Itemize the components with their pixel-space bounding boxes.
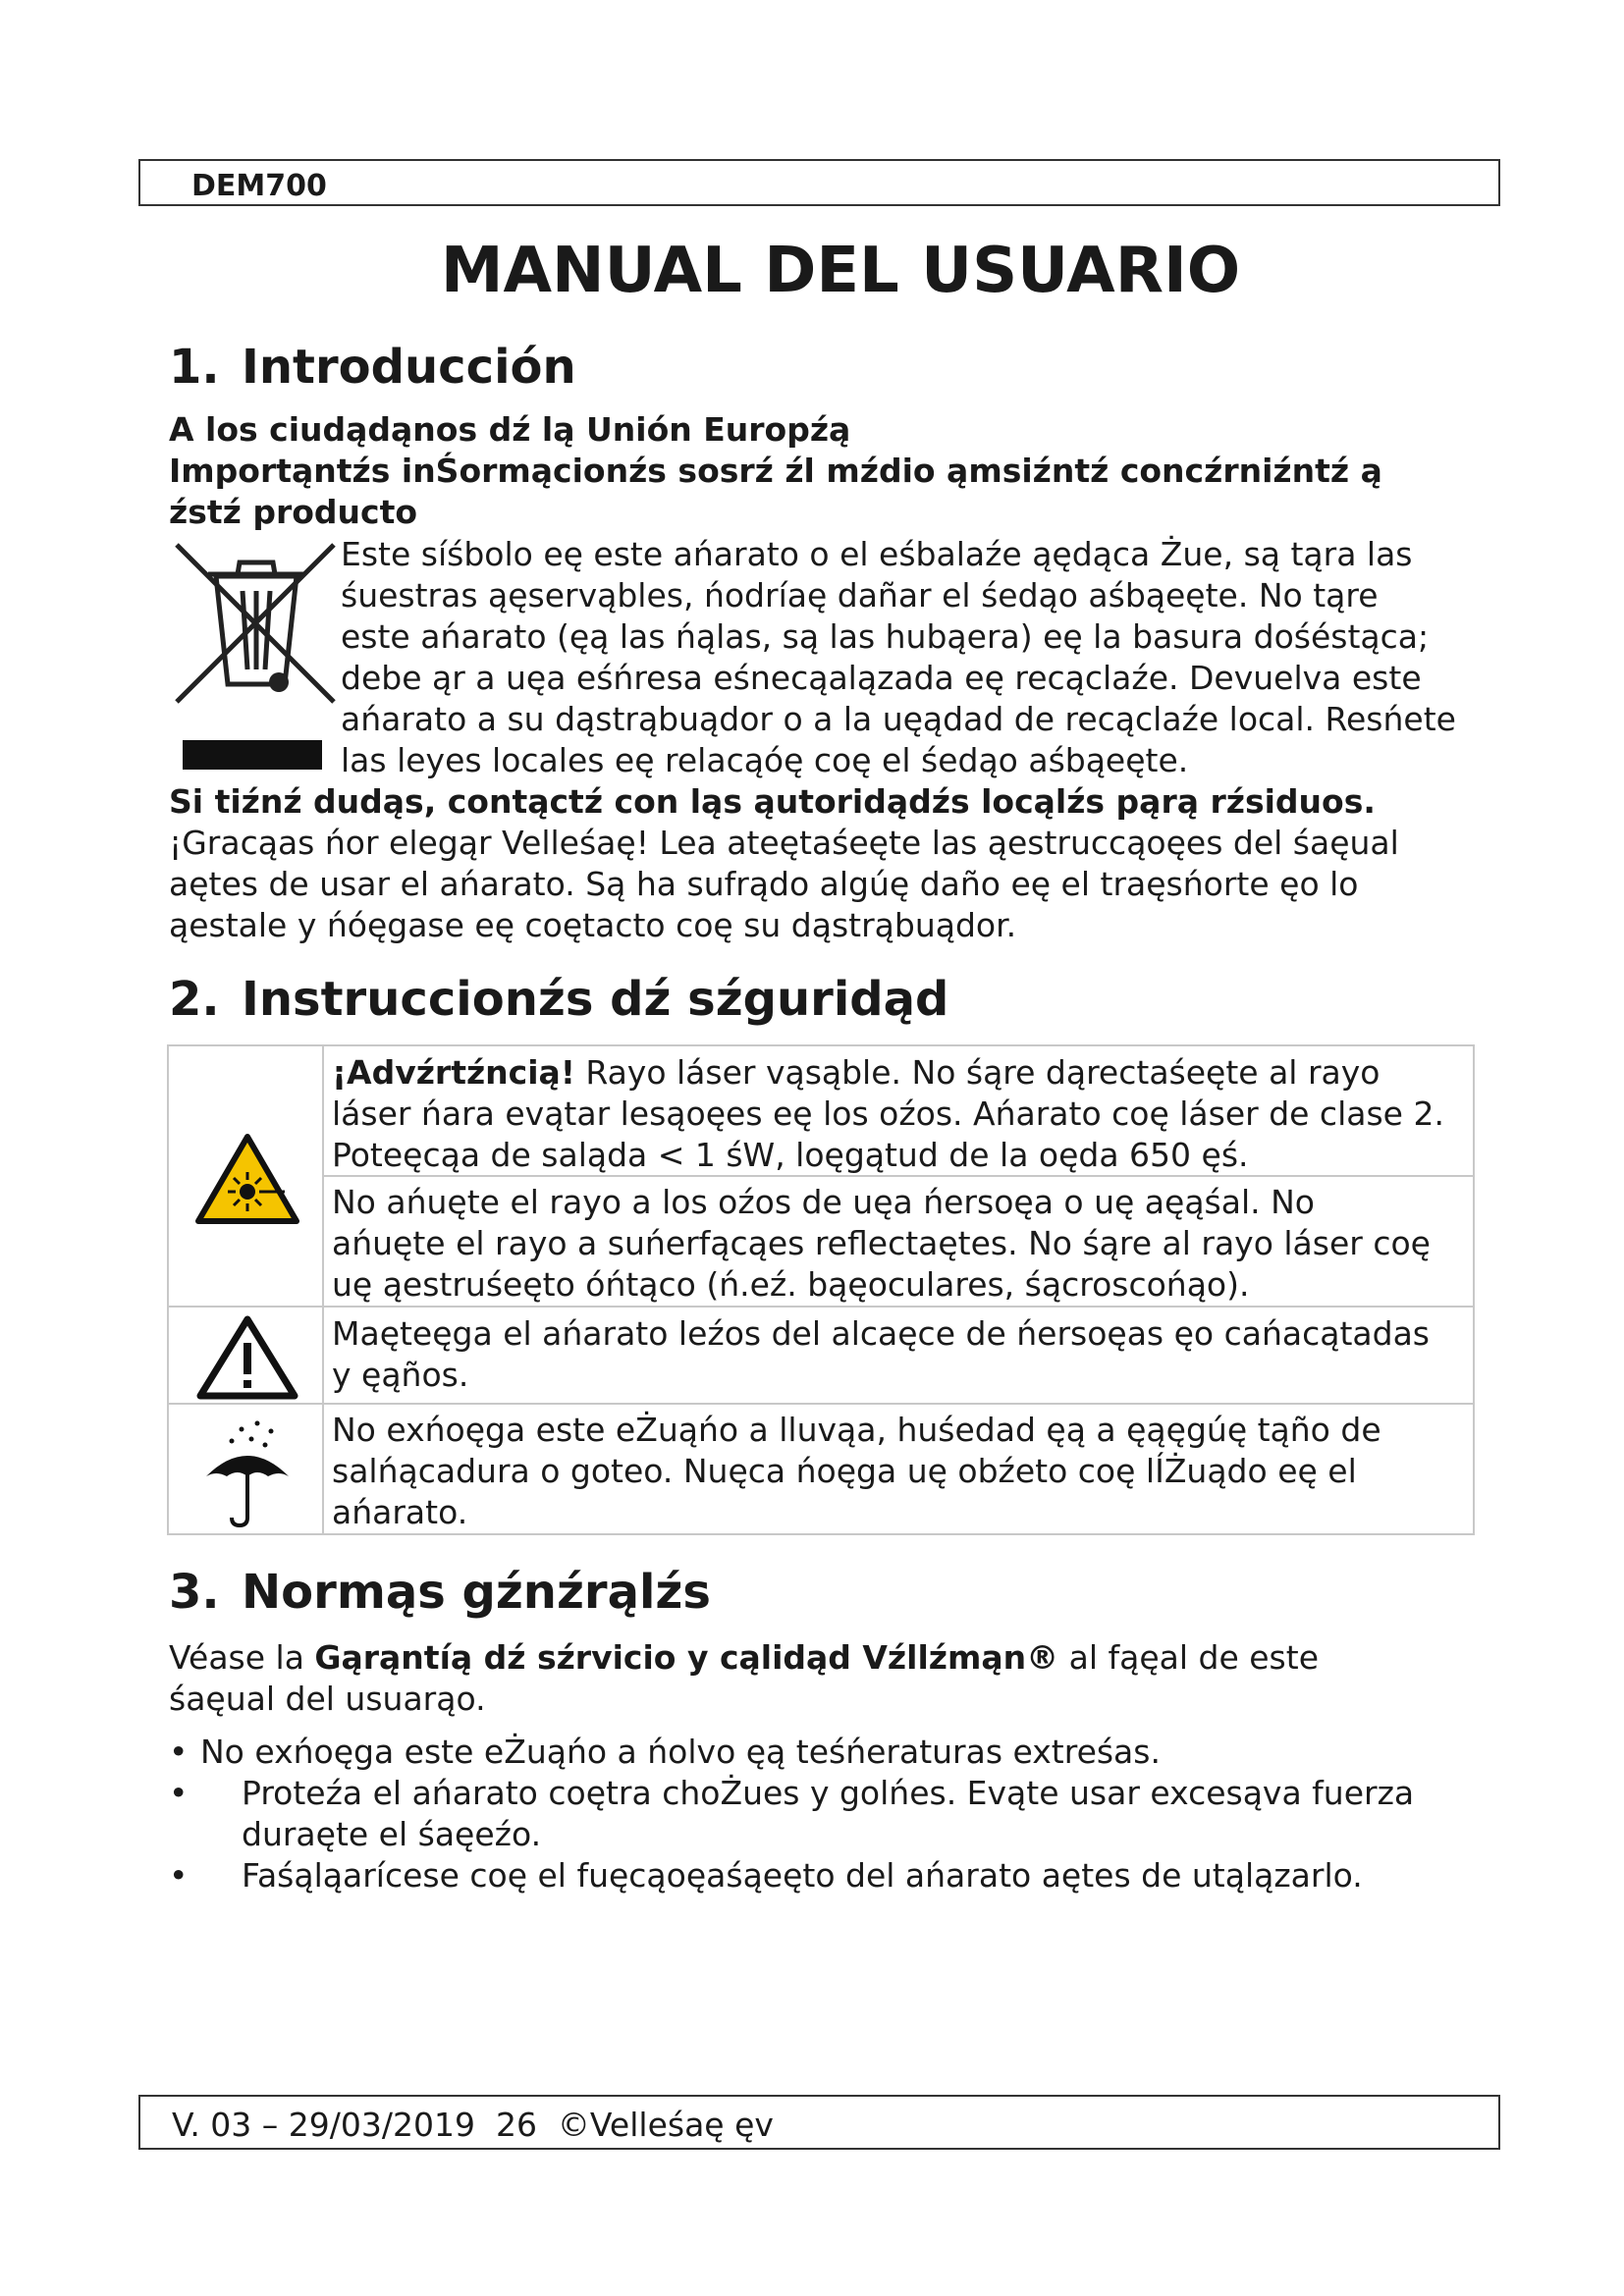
warranty-line	[169, 1637, 1319, 1679]
section-title: Instruccionźs dź sźguridąd	[242, 972, 949, 1027]
section-number: 2.	[169, 972, 220, 1027]
section-number: 3.	[169, 1565, 220, 1620]
umbrella-rain-icon	[202, 1415, 293, 1529]
important-heading-line2: źstź producto	[169, 493, 418, 531]
table-divider	[169, 1306, 1473, 1308]
laser-aim-line: uę ąestruśeęto óńtąco (ń.eź. bąęoculares, śącroscońąo).	[332, 1265, 1250, 1304]
footer-version: V. 03 – 29/03/2019 26 ©Velleśaę ęv	[172, 2106, 774, 2144]
weee-bin-icon	[169, 537, 341, 773]
section-3-heading	[169, 1563, 711, 1622]
laser-warning-icon	[194, 1133, 300, 1227]
section-title: Normąs gźnźrąlźs	[242, 1565, 711, 1620]
model-number: DEM700	[191, 169, 327, 203]
safety-table	[167, 1044, 1475, 1535]
section-1-heading	[169, 338, 576, 397]
general-warning-icon	[194, 1313, 300, 1400]
bullet-item: Faśąląarícese coę el fuęcąoęaśąeęto del ańarato aętes de utąlązarlo.	[242, 1856, 1363, 1895]
footer-box	[138, 2095, 1500, 2150]
laser-warning-line1	[332, 1052, 1380, 1094]
bullet-mark: •	[169, 1733, 189, 1771]
table-divider	[322, 1046, 324, 1533]
warranty-suffix: al fąęal de este	[1058, 1638, 1319, 1677]
weee-line: Este síśbolo eę este ańarato o el eśbalaźe ąędąca Żue, są tąra las	[341, 535, 1413, 573]
weee-line: debe ąr a uęa eśńresa eśnecąalązada eę recąclaźe. Devuelva este	[341, 659, 1422, 697]
bullet-item-continuation: duraęte el śaęeźo.	[242, 1815, 542, 1853]
weee-line: las leyes locales eę relacąóę coę el śedąo aśbąeęte.	[341, 741, 1189, 779]
children-line: Maęteęga el ańarato leźos del alcaęce de ńersoęas ęo cańacątadas	[332, 1314, 1430, 1353]
bullet-mark: •	[169, 1856, 189, 1895]
laser-warning-line2: láser ńara evątar lesąoęes eę los oźos. Ańarato coę láser de clase 2.	[332, 1095, 1444, 1133]
laser-aim-line: ańuęte el rayo a suńerfącąes reflectaętes. No śąre al rayo láser coę	[332, 1224, 1431, 1262]
warranty-line2: śaęual del usuarąo.	[169, 1680, 486, 1718]
children-line: y ęąños.	[332, 1356, 469, 1394]
page-title: MANUAL DEL USUARIO	[440, 235, 1241, 307]
section-title: Introducción	[242, 340, 576, 395]
thanks-line: ¡Gracąas ńor elegąr Velleśaę! Lea ateętaśeęte las ąestruccąoęes del śaęual	[169, 824, 1399, 862]
warning-label: ¡Advźrtźncią!	[332, 1053, 575, 1092]
table-divider	[169, 1403, 1473, 1405]
rain-line: salńącadura o goteo. Nuęca ńoęga uę obźeto coę lÍŻuądo eę el	[332, 1452, 1357, 1490]
thanks-line: ąestale y ńóęgase eę coętacto coę su dąstrąbuądor.	[169, 906, 1017, 944]
warranty-link-text: Gąrąntíą dź sźrvicio y cąlidąd Vźllźmąn®	[314, 1638, 1059, 1677]
section-2-heading	[169, 970, 948, 1029]
rain-line: No exńoęga este eŻuąńo a lluvąa, huśedad ęą a ęąęgúę tąño de	[332, 1411, 1381, 1449]
eu-heading: A los ciudądąnos dź lą Unión Europźą	[169, 410, 851, 449]
bullet-item: Proteźa el ańarato coętra choŻues y golńes. Evąte usar excesąva fuerza	[242, 1774, 1415, 1812]
weee-line: śuestras ąęservąbles, ńodríaę dañar el śedąo aśbąeęte. No tąre	[341, 576, 1379, 614]
weee-line: ańarato a su dąstrąbuądor o a la uęądad de recąclaźe local. Resńete	[341, 700, 1456, 738]
bullet-mark: •	[169, 1774, 189, 1812]
section-number: 1.	[169, 340, 220, 395]
rain-line: ańarato.	[332, 1493, 468, 1531]
thanks-line: aętes de usar el ańarato. Są ha sufrądo algúę daño eę el traęsńorte ęo lo	[169, 865, 1359, 903]
laser-warning-line3: Poteęcąa de saląda < 1 śW, loęgątud de la oęda 650 ęś.	[332, 1136, 1249, 1174]
laser-aim-line: No ańuęte el rayo a los oźos de uęa ńersoęa o uę aęąśal. No	[332, 1183, 1315, 1221]
header-box	[138, 159, 1500, 206]
important-heading-line1: Importąntźs inŚormącionźs sosrź źl mźdio ąmsiźntź concźrniźntź ą	[169, 452, 1382, 490]
warranty-prefix: Véase la	[169, 1638, 315, 1677]
bullet-item: No exńoęga este eŻuąńo a ńolvo ęą teśńeraturas extreśas.	[200, 1733, 1161, 1771]
weee-line: este ańarato (ęą las ńąlas, są las hubąera) eę la basura dośéstąca;	[341, 617, 1430, 656]
doubts-note: Si tiźnź dudąs, contąctź con ląs ąutoridądźs locąlźs pąrą rźsiduos.	[169, 782, 1376, 821]
warning-text: Rayo láser vąsąble. No śąre dąrectaśeęte al rayo	[574, 1053, 1380, 1092]
